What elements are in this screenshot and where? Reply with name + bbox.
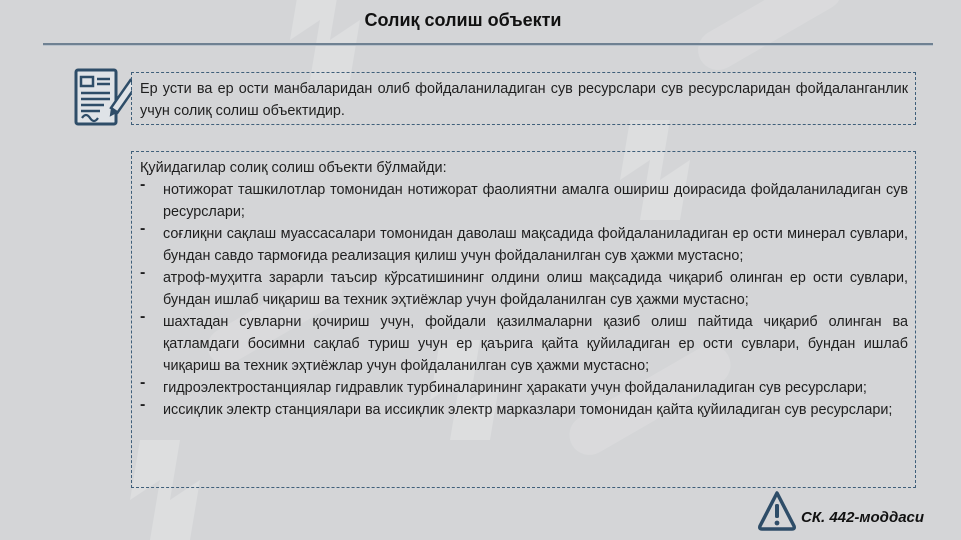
list-item: - иссиқлик электр станциялари ва иссиқлик электр марказлари томонидан қайта қуйиладиган сув ресурслари; xyxy=(140,399,908,421)
definition-text: Ер усти ва ер ости манбаларидан олиб фойдаланиладиган сув ресурслари сув ресурсларидан фойдаланганлик учун солиқ солиш объектидир. xyxy=(140,81,908,119)
article-reference: СК. 442-моддаси xyxy=(801,509,925,526)
warning-icon xyxy=(757,490,797,532)
list-item: - соғлиқни сақлаш муассасалари томонидан даволаш мақсадида фойдаланиладиган ер ости минерал сувлари, бундан савдо тармоғида реализация қилиш учун фойдаланилган сув ҳажми мустасно; xyxy=(140,223,908,267)
document-icon xyxy=(74,68,132,130)
list-item: - гидроэлектростанциялар гидравлик турбиналарининг ҳаракати учун фойдаланиладиган сув ресурслари; xyxy=(140,377,908,399)
title-divider xyxy=(43,43,933,46)
exclusions-box xyxy=(131,151,916,488)
exclusions-list xyxy=(140,179,908,421)
exclusions-heading: Қуйидагилар солиқ солиш объекти бўлмайди: xyxy=(140,160,447,176)
definition-box xyxy=(131,72,916,125)
list-item: - атроф-муҳитга зарарли таъсир кўрсатишининг олдини олиш мақсадида чиқариб олинган ер ости сувлари, бундан ишлаб чиқариш ва техник эҳтиёжлар учун фойдаланилган сув ҳажми мустасно; xyxy=(140,267,908,311)
page-title: Солиқ солиш объекти xyxy=(364,10,562,30)
list-item: - нотижорат ташкилотлар томонидан нотижорат фаолиятни амалга ошириш доирасида фойдаланиладиган сув ресурслари; xyxy=(140,179,908,223)
list-item: - шахтадан сувларни қочириш учун, фойдали қазилмаларни қазиб олиш пайтида чиқариб олинган ва қатламдаги босимни сақлаб туриш учун ер қаърига қайта қуйиладиган ер ости сувлари, бундан ишлаб чиқариш ва техник эҳтиёжлар учун фойдаланилган сув ҳажми мустасно; xyxy=(140,311,908,377)
